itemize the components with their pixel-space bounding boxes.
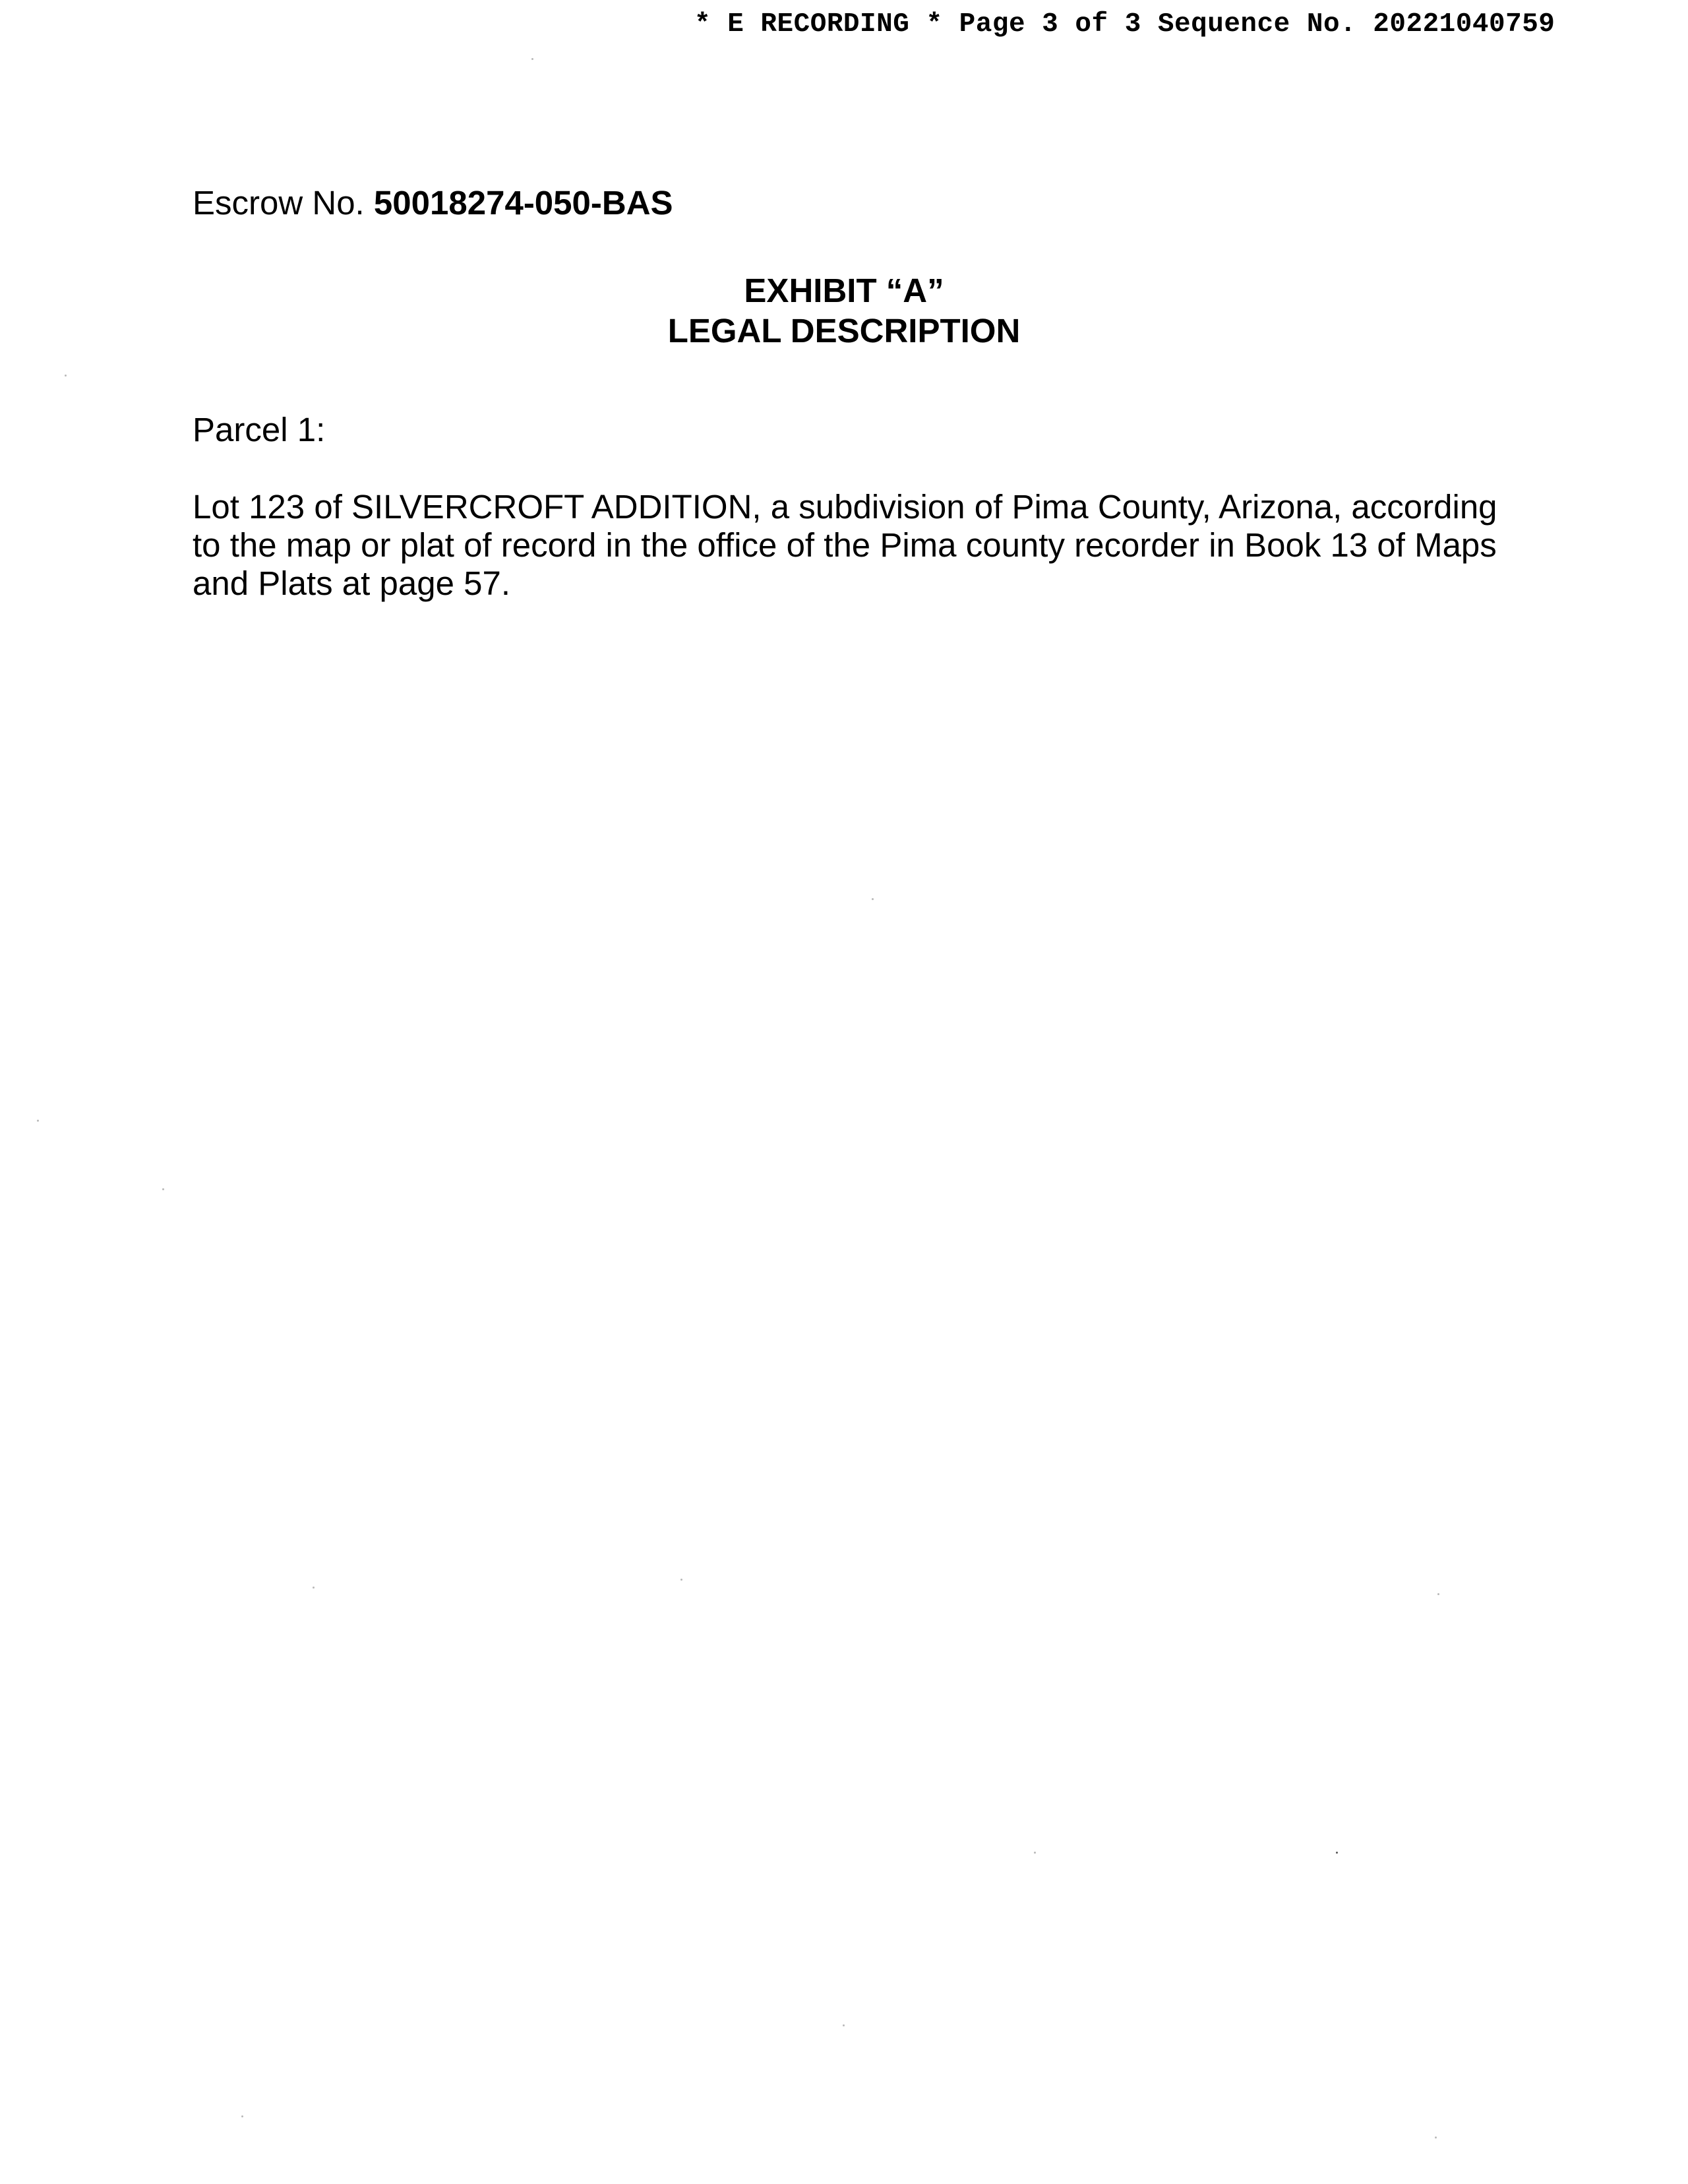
parcel-label: Parcel 1: — [193, 411, 326, 448]
escrow-line — [193, 183, 673, 222]
escrow-label: Escrow No. — [193, 184, 365, 222]
scan-speck — [313, 1587, 315, 1589]
scan-speck — [872, 898, 874, 900]
scan-speck — [65, 375, 67, 377]
exhibit-heading — [0, 270, 1688, 351]
recording-header: * E RECORDING * Page 3 of 3 Sequence No. 20221040759 — [694, 9, 1555, 40]
scan-speck — [1435, 2137, 1437, 2138]
parcel-description: Lot 123 of SILVERCROFT ADDITION, a subdivision of Pima County, Arizona, according to the map or plat of record in the office of the Pima county recorder in Book 13 of Maps and Plats at page 57. — [193, 488, 1497, 602]
exhibit-subtitle: LEGAL DESCRIPTION — [667, 312, 1021, 349]
escrow-number: 50018274-050-BAS — [373, 184, 673, 222]
scan-speck — [37, 1120, 39, 1122]
scan-speck — [241, 2115, 243, 2117]
scan-speck — [1336, 1852, 1338, 1854]
scan-speck — [843, 2024, 845, 2026]
scan-speck — [162, 1188, 164, 1190]
scan-speck — [1034, 1852, 1036, 1854]
scan-speck — [680, 1579, 682, 1581]
scan-speck — [531, 58, 533, 60]
scan-speck — [1437, 1593, 1439, 1595]
exhibit-title: EXHIBIT “A” — [744, 272, 944, 309]
